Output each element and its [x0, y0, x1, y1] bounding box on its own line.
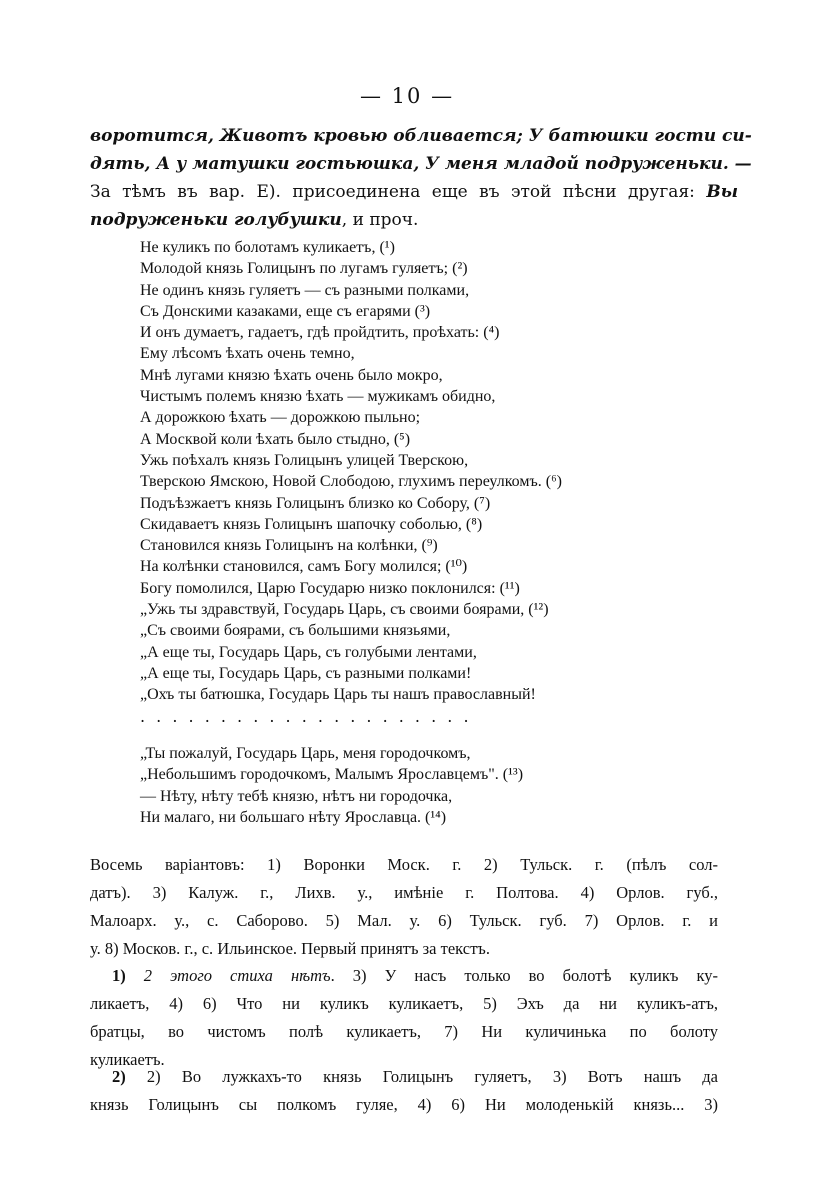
text-span: подруженьки голубушки	[90, 210, 342, 230]
poem-line: Тверскою Ямскою, Новой Слободою, глухимъ переулкомъ. (⁶)	[140, 473, 562, 491]
intro-line	[90, 178, 738, 206]
footnote-marker: 1)	[112, 966, 144, 985]
footnote-marker: 2)	[112, 1067, 147, 1086]
poem-line: „Ужь ты здравствуй, Государь Царь, съ своими боярами, (¹²)	[140, 601, 549, 619]
poem-line: „А еще ты, Государь Царь, съ разными полками!	[140, 664, 472, 682]
poem-verses-continued	[140, 743, 720, 828]
poem-line: Ни малаго, ни большаго нѣту Ярославца. (¹⁴)	[140, 808, 447, 826]
text-span: воротится, Животъ кровью обливается; У батюшки гости си-	[90, 126, 752, 146]
poem-line: Молодой князь Голицынъ по лугамъ гуляетъ; (²)	[140, 260, 468, 278]
poem-line: Богу помолился, Царю Государю низко поклонился: (¹¹)	[140, 579, 520, 597]
text-span: За тѣмъ въ вар. Е). присоединена еще въ этой пѣсни другая:	[90, 182, 707, 202]
poem-line: „Ты пожалуй, Государь Царь, меня городочкомъ,	[140, 745, 471, 762]
footnote-line: братцы, во чистомъ полѣ куликаетъ, 7) Ни куличинька по болоту	[90, 1022, 718, 1041]
poem-line: Не одинъ князь гуляетъ — съ разными полками,	[140, 281, 470, 299]
poem-line: Ему лѣсомъ ѣхать очень темно,	[140, 345, 355, 363]
footnote-line: князь Голицынъ сы полкомъ гуляе, 4) 6) Ни молоденькій князь... 3)	[90, 1095, 718, 1114]
footnote-line: куликаетъ.	[90, 1050, 165, 1069]
poem-line: „Съ своими боярами, съ большими князьями,	[140, 622, 451, 640]
text-span: 2) Во лужкахъ-то князь Голицынъ гуляетъ, 3) Вотъ нашъ да	[146, 1067, 718, 1086]
text-span: . 3) У насъ только во болотѣ куликъ ку-	[330, 966, 719, 985]
poem-line: Подъѣзжаетъ князь Голицынъ близко ко Собору, (⁷)	[140, 494, 491, 512]
poem-line: — Нѣту, нѣту тебѣ князю, нѣтъ ни городочка,	[140, 787, 453, 805]
poem-line: „А еще ты, Государь Царь, съ голубыми лентами,	[140, 643, 477, 661]
poem-line: „Небольшимъ городочкомъ, Малымъ Ярославцемъ". (¹³)	[140, 766, 524, 784]
poem-line: Съ Донскими казаками, еще съ егарями (³)	[140, 302, 431, 320]
intro-paragraph	[90, 122, 752, 234]
poem-line: Становился князь Голицынъ на колѣнки, (⁹)	[140, 537, 438, 555]
intro-line	[90, 150, 752, 178]
footnote-line	[90, 962, 718, 990]
poem-line: Скидаваетъ князь Голицынъ шапочку соболью, (⁸)	[140, 515, 483, 533]
ellipsis-separator: . . . . . . . . . . . . . . . . . . . . .	[140, 706, 472, 726]
poem-line: Ужь поѣхалъ князь Голицынъ улицей Тверскою,	[140, 451, 469, 469]
text-span: Вы	[706, 182, 738, 202]
poem-line: А Москвой коли ѣхать было стыдно, (⁵)	[140, 430, 411, 448]
page-number: — 10 —	[360, 84, 455, 108]
variants-line: Восемь варіантовъ: 1) Воронки Моск. г. 2) Тульск. г. (пѣлъ сол-	[90, 855, 718, 874]
text-span: 2 этого стиха нѣтъ	[143, 966, 331, 985]
footnote-1	[90, 962, 718, 1074]
intro-line	[90, 206, 738, 234]
poem-line: Мнѣ лугами князю ѣхать очень было мокро,	[140, 366, 443, 384]
poem-line: И онъ думаетъ, гадаетъ, гдѣ пройдтить, проѣхать: (⁴)	[140, 324, 500, 342]
text-span: , и проч.	[341, 210, 419, 230]
footnote-2	[90, 1063, 718, 1119]
footnote-line: ликаетъ, 4) 6) Что ни куликъ куликаетъ, 5) Эхъ да ни куликъ-атъ,	[90, 994, 718, 1013]
poem-line: Не куликъ по болотамъ куликаетъ, (¹)	[140, 239, 395, 256]
variants-paragraph	[90, 851, 718, 963]
poem-verses	[140, 237, 720, 727]
poem-line: „Охъ ты батюшка, Государь Царь ты нашъ православный!	[140, 686, 536, 704]
poem-line: А дорожкою ѣхать — дорожкою пыльно;	[140, 409, 421, 427]
variants-line: датъ). 3) Калуж. г., Лихв. у., имѣніе г. Полтова. 4) Орлов. губ.,	[90, 883, 718, 902]
poem-line: Чистымъ полемъ князю ѣхать — мужикамъ обидно,	[140, 388, 496, 406]
variants-line: у. 8) Москов. г., с. Ильинское. Первый принятъ за текстъ.	[90, 939, 490, 958]
poem-line: На колѣнки становился, самъ Богу молился; (¹⁰)	[140, 558, 468, 576]
text-span: дять, А у матушки гостьюшка, У меня младой подруженьки. —	[90, 154, 752, 174]
variants-line: Малоарх. у., с. Саборово. 5) Мал. у. 6) Тульск. губ. 7) Орлов. г. и	[90, 911, 718, 930]
intro-line	[90, 122, 752, 150]
footnote-line	[90, 1063, 718, 1091]
